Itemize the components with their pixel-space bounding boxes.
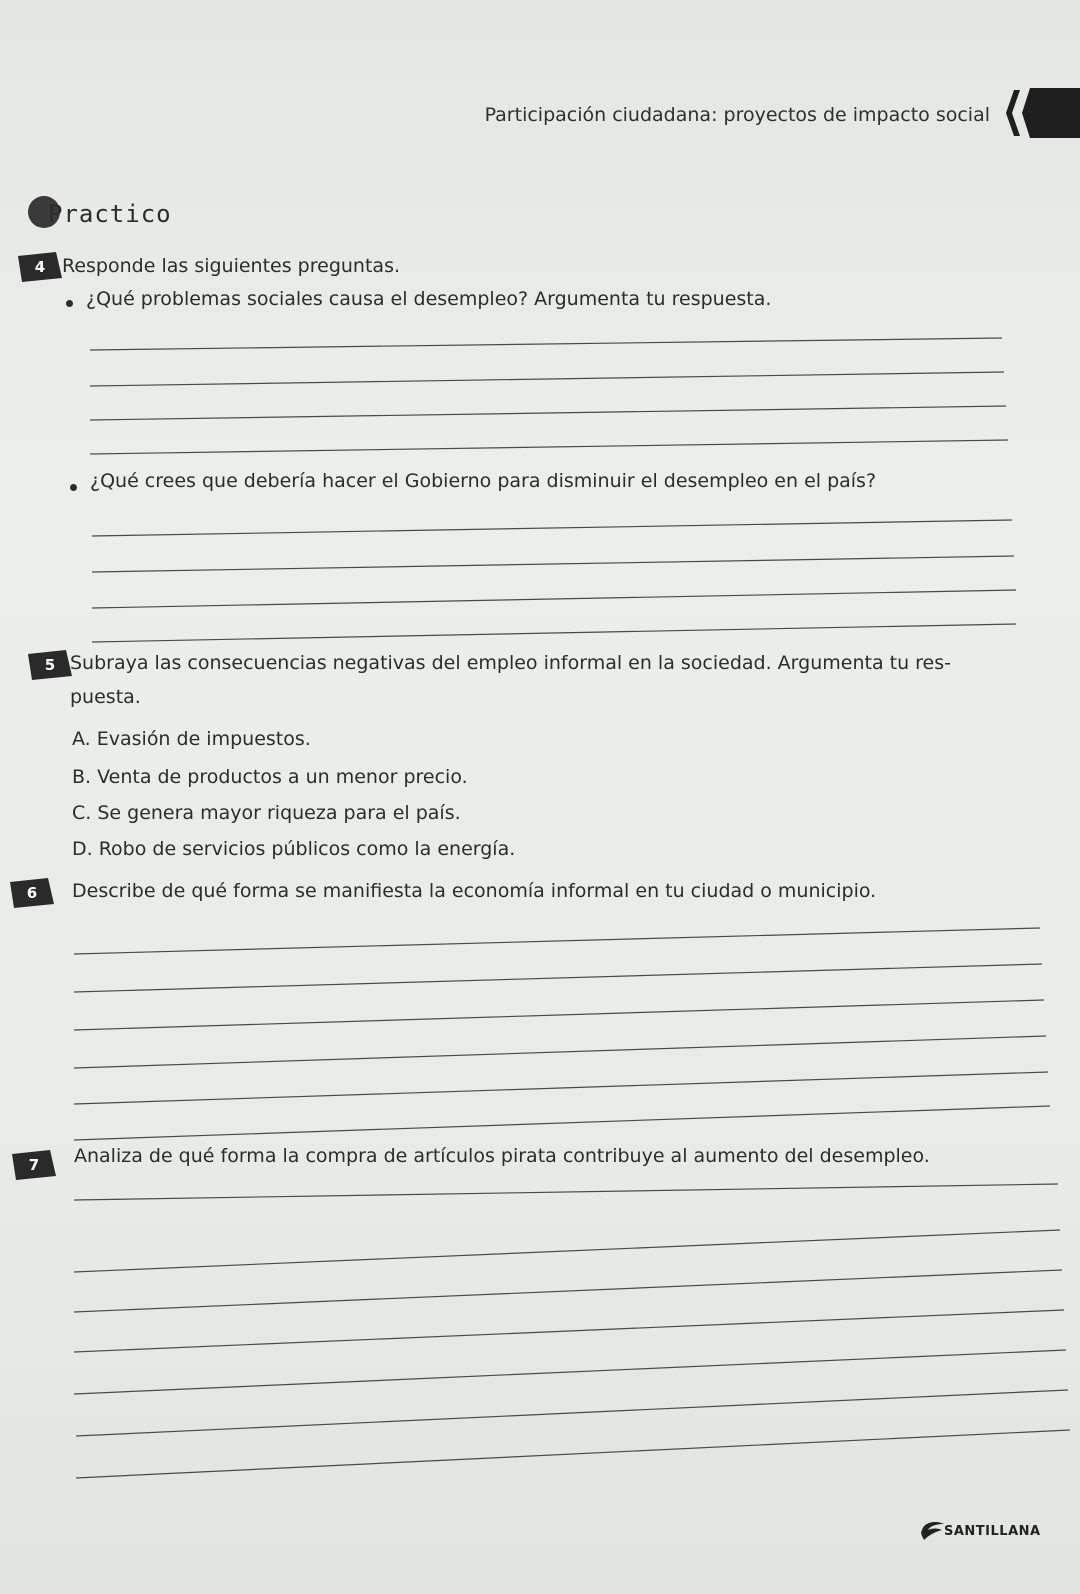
question-5-prompt-line1: Subraya las consecuencias negativas del empleo informal en la sociedad. Argumenta tu res- (70, 652, 951, 674)
answer-line (74, 1230, 1060, 1272)
publisher-logo-icon (918, 1516, 946, 1546)
publisher-logo (918, 1516, 1041, 1546)
question-4-sub2: ¿Qué crees que debería hacer el Gobierno para disminuir el desempleo en el país? (90, 470, 877, 492)
answer-line (74, 1106, 1050, 1140)
answer-line (92, 520, 1012, 536)
question-4-prompt: Responde las siguientes preguntas. (62, 255, 401, 277)
question-6-number: 6 (26, 884, 38, 902)
question-6-prompt: Describe de qué forma se manifiesta la economía informal en tu ciudad o municipio. (72, 880, 877, 902)
answer-line (74, 1310, 1064, 1352)
question-5-option-d: D. Robo de servicios públicos como la energía. (72, 838, 516, 860)
question-4-number: 4 (34, 258, 46, 276)
answer-line (90, 338, 1002, 350)
answer-line (74, 1072, 1048, 1104)
page-header-title: Participación ciudadana: proyectos de impacto social (484, 104, 990, 126)
answer-line (90, 440, 1008, 454)
answer-line (74, 1270, 1062, 1312)
answer-line (92, 556, 1014, 572)
question-7-number: 7 (28, 1156, 40, 1174)
question-5-option-a: A. Evasión de impuestos. (72, 728, 311, 750)
answer-line (74, 1350, 1066, 1394)
answer-line (90, 406, 1006, 420)
section-heading-text: Practico (48, 200, 172, 228)
answer-line (74, 1184, 1058, 1200)
answer-line (74, 1000, 1044, 1030)
answer-line (90, 372, 1004, 386)
question-4-sub1: ¿Qué problemas sociales causa el desempleo? Argumenta tu respuesta. (86, 288, 772, 310)
question-5-prompt-line2: puesta. (70, 686, 141, 708)
answer-line (76, 1390, 1068, 1436)
answer-line (92, 590, 1016, 608)
answer-line (92, 624, 1016, 642)
answer-line (76, 1430, 1070, 1478)
question-5-option-b: B. Venta de productos a un menor precio. (72, 766, 468, 788)
question-5-number: 5 (44, 656, 56, 674)
publisher-logo-text: SANTILLANA (944, 1524, 1041, 1539)
question-7-prompt: Analiza de qué forma la compra de artículos pirata contribuye al aumento del desempleo. (74, 1145, 930, 1167)
answer-line (74, 1036, 1046, 1068)
answer-line (74, 928, 1040, 954)
answer-line (74, 964, 1042, 992)
question-5-option-c: C. Se genera mayor riqueza para el país. (72, 802, 461, 824)
